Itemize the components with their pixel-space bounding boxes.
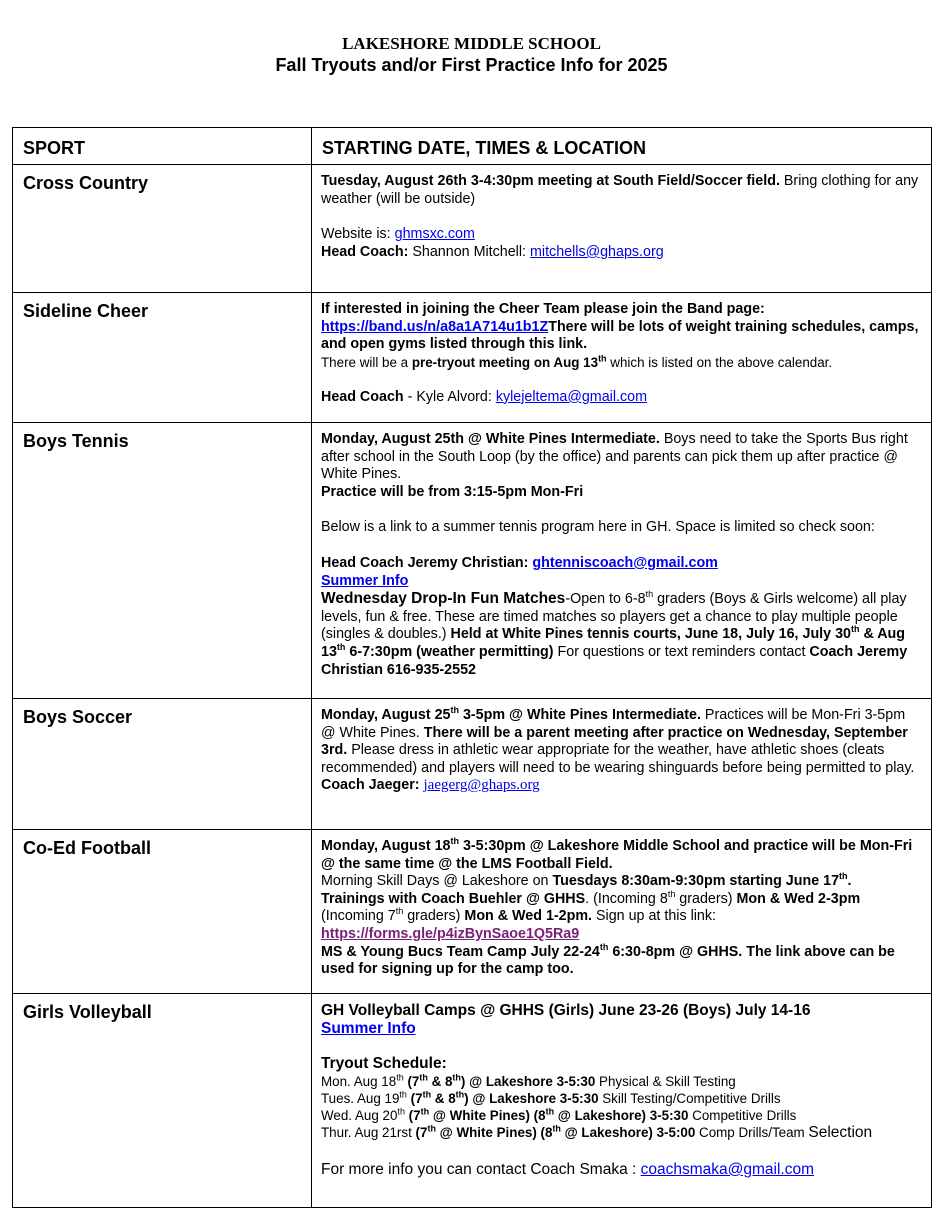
- info-text: MS & Young Bucs Team Camp July 22-24: [321, 943, 600, 960]
- coach-email-link[interactable]: coachsmaka@gmail.com: [640, 1160, 815, 1178]
- info-text: 3-5:30pm @ Lakeshore Middle School and practice will be Mon-Fri @ the same time @ the LMS Football Field.: [321, 838, 913, 872]
- summer-info-link[interactable]: Summer Info: [321, 572, 409, 589]
- page-subtitle: Fall Tryouts and/or First Practice Info for 2025: [275, 55, 668, 75]
- table-row: [13, 699, 932, 830]
- contact-text: For more info you can contact Coach Smaka :: [321, 1160, 641, 1178]
- sport-info: [312, 994, 932, 1208]
- superscript: th: [850, 624, 860, 635]
- header-info: STARTING DATE, TIMES & LOCATION: [312, 128, 932, 165]
- sport-name: Girls Volleyball: [13, 994, 312, 1208]
- info-text: Tuesdays 8:30am-9:30pm starting June 17: [552, 873, 840, 890]
- superscript: th: [839, 871, 848, 882]
- info-text: GH Volleyball Camps @ GHHS (Girls) June 23-26 (Boys) July 14-16: [321, 1002, 811, 1019]
- sport-name: Co-Ed Football: [13, 830, 312, 994]
- info-text: For questions or text reminders contact: [553, 643, 810, 660]
- info-text: Coach Jeremy Christian 616-935-2552: [321, 643, 908, 678]
- sports-table: [12, 127, 932, 1208]
- sport-name: Boys Soccer: [13, 699, 312, 830]
- tryout-row: Thur. Aug 21rst (7th @ White Pines) (8th @ Lakeshore) 3-5:00 Comp Drills/Team Selection: [321, 1123, 873, 1141]
- info-text: Monday, August 25: [321, 707, 451, 723]
- superscript: th: [598, 353, 607, 364]
- summer-info-link[interactable]: Summer Info: [321, 1019, 416, 1037]
- tryout-title: Tryout Schedule:: [321, 1055, 447, 1073]
- info-text: Tuesday, August 26th 3-4:30pm meeting at South Field/Soccer field.: [321, 173, 780, 189]
- sport-name: Sideline Cheer: [13, 293, 312, 423]
- coach-label: Head Coach: [321, 388, 404, 405]
- info-text: Mon & Wed 2-3pm: [736, 890, 861, 907]
- info-text: There will be a parent meeting after practice on Wednesday, September 3rd.: [321, 724, 908, 759]
- coach-label: Coach Jaeger:: [321, 777, 420, 794]
- sport-name: Cross Country: [13, 165, 312, 293]
- info-text: Below is a link to a summer tennis program here in GH. Space is limited so check soon:: [321, 519, 875, 536]
- info-text: Monday, August 25th @ White Pines Intermediate.: [321, 431, 660, 447]
- superscript: th: [395, 906, 404, 917]
- info-text: Mon & Wed 1-2pm.: [464, 908, 593, 925]
- coach-name: Head Coach Jeremy Christian:: [321, 554, 533, 571]
- info-text: Practices will be Mon-Fri 3-5pm @ White Pines.: [321, 707, 906, 741]
- info-text: Bring clothing for any weather (will be outside): [321, 173, 919, 207]
- table-row: [13, 293, 932, 423]
- table-row: [13, 165, 932, 293]
- website-link[interactable]: ghmsxc.com: [394, 226, 475, 243]
- coach-label: Head Coach:: [321, 243, 409, 260]
- coach-name: Shannon Mitchell:: [408, 243, 530, 260]
- info-text: Please dress in athletic wear appropriate for the weather, have athletic shoes (cleats recommended) and players will need to be wearing shinguards before being permitted to play.: [321, 742, 915, 776]
- info-text: & Aug 13: [321, 626, 906, 660]
- info-text: pre-tryout meeting on Aug 13: [411, 354, 599, 370]
- info-text: Trainings with Coach Buehler @ GHHS: [321, 890, 586, 907]
- table-row: [13, 830, 932, 994]
- superscript: th: [336, 642, 346, 653]
- coach-email-link[interactable]: kylejeltema@gmail.com: [495, 388, 647, 405]
- info-text: Sign up at this link:: [592, 908, 717, 925]
- info-text: . (Incoming 8: [585, 890, 668, 907]
- table-header-row: [13, 128, 932, 165]
- info-text: Held at White Pines tennis courts, June 18, July 16, July 30: [450, 626, 851, 643]
- superscript: th: [450, 836, 459, 847]
- info-text: 3-5pm @ White Pines Intermediate.: [458, 707, 701, 723]
- sport-info: [312, 165, 932, 293]
- superscript: th: [450, 705, 459, 716]
- info-text: graders (Boys & Girls welcome) all play levels, fun & free. These are timed matches so players get a chance to play multiple people (singles & doubles.): [321, 591, 907, 643]
- sport-info: [312, 830, 932, 994]
- table-row: [13, 423, 932, 699]
- website-label: Website is:: [321, 226, 395, 243]
- tryout-row: Wed. Aug 20th (7th @ White Pines) (8th @ Lakeshore) 3-5:30 Competitive Drills: [321, 1106, 797, 1123]
- info-text: Practice will be from 3:15-5pm Mon-Fri: [321, 483, 584, 500]
- tryout-row: Tues. Aug 19th (7th & 8th) @ Lakeshore 3-5:30 Skill Testing/Competitive Drills: [321, 1089, 781, 1106]
- superscript: th: [645, 589, 654, 600]
- signup-link[interactable]: https://forms.gle/p4izBynSaoe1Q5Ra9: [321, 925, 580, 942]
- info-text: Morning Skill Days @ Lakeshore on: [321, 873, 553, 890]
- info-heading: Wednesday Drop-In Fun Matches: [321, 590, 566, 608]
- school-name: LAKESHORE MIDDLE SCHOOL: [342, 34, 601, 53]
- tryout-row: Mon. Aug 18th (7th & 8th) @ Lakeshore 3-5:30 Physical & Skill Testing: [321, 1072, 736, 1089]
- info-text: There will be a: [321, 354, 412, 370]
- info-text: graders): [403, 908, 465, 925]
- info-text: graders): [675, 890, 737, 907]
- info-text: (Incoming 7: [321, 908, 396, 925]
- sport-name: Boys Tennis: [13, 423, 312, 699]
- info-text: If interested in joining the Cheer Team please join the Band page:: [321, 301, 765, 317]
- info-text: Monday, August 18: [321, 838, 451, 854]
- info-text: which is listed on the above calendar.: [606, 354, 833, 370]
- coach-email-link[interactable]: ghtenniscoach@gmail.com: [532, 554, 718, 571]
- coach-email-link[interactable]: jaegerg@ghaps.org: [423, 777, 540, 794]
- header-sport: SPORT: [13, 128, 312, 165]
- table-row: [13, 994, 932, 1208]
- info-text: 6-7:30pm (weather permitting): [345, 643, 554, 660]
- superscript: th: [667, 889, 676, 900]
- sport-info: [312, 423, 932, 699]
- superscript: th: [599, 941, 609, 952]
- sport-info: [312, 293, 932, 423]
- info-text: .: [847, 873, 852, 890]
- info-text: There will be lots of weight training schedules, camps, and open gyms listed through this link.: [321, 318, 919, 353]
- coach-name: - Kyle Alvord:: [403, 388, 496, 405]
- info-text: 6:30-8pm @ GHHS. The link above can be used for signing up for the camp too.: [321, 943, 895, 978]
- info-text: -Open to 6-8: [565, 591, 646, 608]
- coach-email-link[interactable]: mitchells@ghaps.org: [529, 243, 664, 260]
- sport-info: [312, 699, 932, 830]
- info-text: Boys need to take the Sports Bus right after school in the South Loop (by the office) and parents can pick them up after practice @ White Pines.: [321, 431, 908, 483]
- band-link[interactable]: https://band.us/n/a8a1A714u1b1Z: [321, 318, 549, 335]
